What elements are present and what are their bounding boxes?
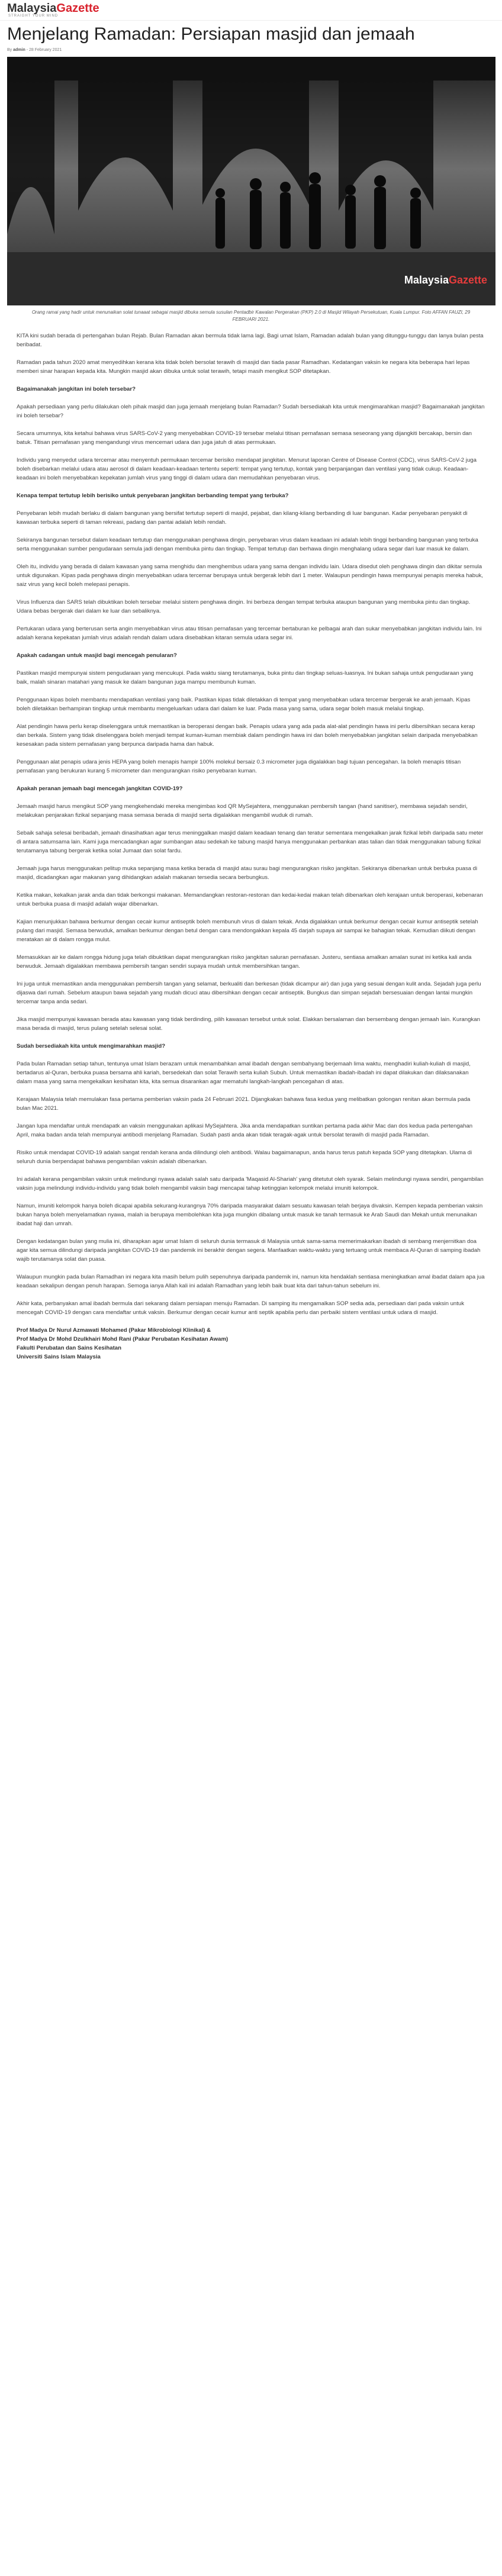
article-paragraph: Oleh itu, individu yang berada di dalam kawasan yang sama menghidu dan menghembus udara yang sama dengan individu lain. Udara disedut oleh penghawa dingin dan dikitar semula untuk digunakan. Kipas pada penghawa dingin menyebabkan udara tercemar berupaya untuk bergerak lebih dari 1 meter. Walaupun pendingin hawa mempunyai penapis mereka habuk, saiz virus yang kecil boleh melepasi penapis. — [17, 564, 483, 588]
section-heading: Apakah peranan jemaah bagi mencegah jangkitan COVID-19? — [17, 785, 183, 792]
author-signature-line: Universiti Sains Islam Malaysia — [17, 1354, 101, 1360]
article-paragraph: Pada bulan Ramadan setiap tahun, tentunya umat Islam berazam untuk menambahkan amal ibadah dengan sembahyang berjemaah lima waktu, menghadiri kuliah-kuliah di masjid, bertadarus al-Quran, berbuka puasa bersama ahli kariah, bersedekah dan solat Terawih serta kuliah Subuh. Untuk memastikan ibadah-ibadah ini dapat dilakukan dan dilaksanakan dalam masa yang sama mengekalkan kesihatan kita, kita semua disarankan agar mematuhi langkah-langkah pencegahan di atas. — [17, 1061, 471, 1085]
article-paragraph: Individu yang menyedut udara tercemar atau menyentuh permukaan tercemar berisiko mendapat jangkitan. Menurut laporan Centre of Disease Control (CDC), virus SARS-CoV-2 juga boleh disebarkan melalui udara atau aerosol di dalam keadaan-keadaan tertentu seperti: tempat yang tertutup, kontak yang berpanjangan dan ventilasi yang tidak cukup. Keadaan-keadaan ini boleh menyebabkan kepekatan jumlah virus yang tinggi di dalam udara dan memudahkan penyebaran virus. — [17, 457, 477, 481]
section-heading: Sudah bersediakah kita untuk mengimarahkan masjid? — [17, 1043, 166, 1049]
article-paragraph: KITA kini sudah berada di pertengahan bulan Rejab. Bulan Ramadan akan bermula tidak lama lagi. Bagi umat Islam, Ramadan adalah bulan yang ditunggu-tunggu dan lanya bulan pesta beribadat. — [17, 333, 484, 348]
article-byline — [7, 48, 495, 52]
author-signature-line: Prof Madya Dr Nurul Azmawati Mohamed (Pakar Mikrobiologi Klinikal) & — [17, 1327, 211, 1334]
article-paragraph: Alat pendingin hawa perlu kerap diselenggara untuk memastikan ia beroperasi dengan baik. Penapis udara yang ada pada alat-alat pendingin hawa ini perlu dibersihkan secara kerap dan berkala. Sistem yang tidak diselenggara boleh menjadi tempat kuman-kuman membiak dalam pendingin hawa ini dan boleh menyebabkan jangkitan selain daripada menyebabkan kesesakan pada sistem pernafasan yang berpunca daripada hama dan habuk. — [17, 723, 478, 748]
article-paragraph: Secara umumnya, kita ketahui bahawa virus SARS-CoV-2 yang menyebabkan COVID-19 tersebar melalui titisan pernafasan semasa seseorang yang dijangkiti bercakap, bersin dan batuk. Titisan pernafasan yang mengandungi virus mencemari udara dan juga jatuh di atas permukaan. — [17, 430, 472, 446]
article-paragraph: Pertukaran udara yang berterusan serta angin menyebabkan virus atau titisan pernafasan yang tercemar bertaburan ke pelbagai arah dan sukar menyebabkan jangkitan individu lain. Ini adalah kerana kepekatan jumlah virus adalah rendah dalam udara disebabkan kitaran semula udara segar ini. — [17, 626, 482, 641]
site-logo[interactable] — [7, 2, 99, 18]
author-signature-line: Prof Madya Dr Mohd Dzulkhairi Mohd Rani (Pakar Perubatan Kesihatan Awam) — [17, 1336, 229, 1342]
hero-image — [7, 57, 495, 305]
hero-watermark-main: Malaysia — [404, 274, 449, 286]
article-paragraph: Ini juga untuk memastikan anda menggunakan pembersih tangan yang selamat, berkualiti dan berkesan (tidak dicampur air) dan juga yang sesuai dengan kulit anda. Sejadah juga perlu dijaswa dari rumah. Sebelum ataupun bawa sejadah yang mudah dicuci atau dibersihkan dengan cecair antiseptik. Bungkus dan simpan sejadah bersesuaian dengan lantai mungkin tercemar tanpa anda sedari. — [17, 981, 481, 1005]
author-link[interactable]: admin — [13, 48, 25, 52]
section-heading: Apakah cadangan untuk masjid bagi mencegah penularan? — [17, 652, 177, 659]
article-paragraph: Sekiranya bangunan tersebut dalam keadaan tertutup dan menggunakan penghawa dingin, penyebaran virus dalam keadaan ini adalah lebih tinggi berbanding bangunan yang terbuka serta menggunakan sumber pengudaraan semula jadi dengan membuka pintu dan tingkap. Tempat tertutup dan berhawa dingin menghalang udara segar dari luar masuk ke dalam. — [17, 537, 478, 552]
article-date: 28 February 2021 — [28, 48, 62, 52]
article-body — [0, 331, 502, 1361]
article-paragraph: Ramadan pada tahun 2020 amat menyedihkan kerana kita tidak boleh bersolat terawih di masjid dan tiada pasar Ramadhan. Kedatangan vaksin ke negara kita beberapa hari lepas memberi sinar harapan kepada kita. Mungkin masjid akan dibuka untuk solat terawih, tetapi masih mengikut SOP ditetapkan. — [17, 359, 470, 375]
article-paragraph: Ini adalah kerana pengambilan vaksin untuk melindungi nyawa adalah salah satu daripada 'Maqasid Al-Shariah' yang ditetutut oleh syarak. Selain melindungi nyawa sendiri, pengambilan vaksin juga melindungi individu-individu yang tidak boleh mengambil vaksin bagi mencapai tahap ketinggian kelompok melalui imuniti kelompok. — [17, 1176, 484, 1192]
article-paragraph: Sebaik sahaja selesai beribadah, jemaah dinasihatkan agar terus meninggalkan masjid dalam keadaan tenang dan teratur sementara mengekalkan jarak fizikal lebih daripada satu meter di antara satumsama lain. Kami juga mencadangkan agar sumbangan atau sedekah ke tabung masjid hanya menggunakan perbankan atas talian dan tidak menggunakan tabung fizikal terutamanya tabung bergerak ketika solat Jumaat dan solat fardu. — [17, 830, 484, 854]
article-paragraph: Akhir kata, perbanyakan amal ibadah bermula dari sekarang dalam persiapan menuju Ramadan. Di samping itu mengamalkan SOP sedia ada, persediaan dari pada vaksin untuk mencegah COVID-19 dengan cara mendaftar untuk vaksin. Berkumur dengan cecair kumur anti septik apabila perlu dan perbaiki sistem ventilasi untuk udara di masjid. — [17, 1300, 465, 1316]
article-paragraph: Penggunaan alat penapis udara jenis HEPA yang boleh menapis hampir 100% molekul bersaiz 0.3 micrometer juga digalakkan bagi tujuan pencegahan. Ia boleh menapis titisan pernafasan yang berukuran kurang 5 micrometer dan mengurangkan risiko penyebaran kuman. — [17, 759, 461, 774]
article-paragraph: Virus Influenza dan SARS telah dibuktikan boleh tersebar melalui sistem penghawa dingin. Ini berbeza dengan tempat terbuka ataupun bangunan yang membuka pintu dan tingkap. Udara bebas bergerak dari dalam ke luar dan sebaliknya. — [17, 599, 471, 614]
article-title: Menjelang Ramadan: Persiapan masjid dan jemaah — [7, 24, 415, 44]
article-paragraph: Jemaah juga harus menggunakan pelitup muka sepanjang masa ketika berada di masjid atau surau bagi mengurangkan risiko jangkitan. Sekiranya dibenarkan untuk berbuka puasa di masjid, dicadangkan agar makanan yang dihidangkan adalah makanan tersedia secara berbungkus. — [17, 865, 478, 881]
article-paragraph: Walaupun mungkin pada bulan Ramadhan ini negara kita masih belum pulih sepenuhnya daripada pandemik ini, namun kita hendaklah sentiasa meningkatkan amal ibadat dalam apa jua keadaan sekalipun dengan penuh harapan. Semoga ianya Allah kali ini adalah Ramadhan yang lebih baik buat kita dari tahun-tahun sebelum ini. — [17, 1274, 485, 1289]
hero-watermark-accent: Gazette — [448, 274, 487, 286]
article-paragraph: Jika masjid mempunyai kawasan berada atau kawasan yang tidak berdinding, pilih kawasan tersebut untuk solat. Elakkan bersalaman dan bersembang dengan jemaah lain. Kurangkan masa berada di masjid, terus pulang setelah selesai solat. — [17, 1016, 480, 1032]
article-paragraph: Risiko untuk mendapat COVID-19 adalah sangat rendah kerana anda dilindungi oleh antibodi. Walau bagaimanapun, anda harus terus patuh kepada SOP yang ditetapkan. Ulama di seluruh dunia berpendapat bahawa pengambilan vaksin adalah dibenarkan. — [17, 1149, 472, 1165]
author-signature-line: Fakulti Perubatan dan Sains Kesihatan — [17, 1345, 121, 1351]
article-paragraph: Jemaah masjid harus mengikut SOP yang mengkehendaki mereka mengimbas kod QR MySejahtera, menggunakan pembersih tangan (hand sanitiser), membawa sejadah sendiri, melakukan penjarakan fizikal sepanjang masa semasa berada di masjid serta digalakkan mengambil wuduk di rumah. — [17, 803, 468, 819]
byline-separator: - — [26, 48, 29, 52]
logo-accent-text: Gazette — [56, 2, 99, 15]
hero-illustration — [7, 57, 495, 305]
logo-main-text: Malaysia — [7, 2, 57, 15]
image-caption: Orang ramai yang hadir untuk menunaikan solat tunaaat sebagai masjid dibuka semula susulan Pentadbir Kawalan Pergerakan (PKP) 2.0 di Masjid Wilayah Persekutuan, Kuala Lumpur. Foto AFFAN FAUZI, 29 FEBRUARI 2021. — [31, 310, 471, 322]
article-paragraph: Apakah persediaan yang perlu dilakukan oleh pihak masjid dan juga jemaah menjelang bulan Ramadan? Sudah bersediakah kita untuk mengimarahkan masjid? Bagaimanakah jangkitan ini boleh tersebar? — [17, 404, 485, 419]
logo-tagline: STRAIGHT YOUR MIND — [8, 14, 59, 18]
byline-prefix: By — [7, 48, 12, 52]
article-paragraph: Memasukkan air ke dalam rongga hidung juga telah dibuktikan dapat mengurangkan risiko jangkitan saluran pernafasan. Justeru, sentiasa amalkan amalan sunat ini ketika kali anda berwuduk. Jemaah digalakkan membawa pembersih tangan sendiri supaya mudah untuk membersihkan tangan. — [17, 954, 472, 970]
article-paragraph: Penggunaan kipas boleh membantu mendapatkan ventilasi yang baik. Pastikan kipas tidak diletakkan di tempat yang menyebabkan udara tercemar bergerak ke arah jemaah. Kipas boleh diletakkan berhampiran tingkap untuk membantu mengeluarkan udara dari dalam ke luar. Pada masa yang sama, udara segar boleh masuk melalui tingkap. — [17, 697, 471, 712]
article-paragraph: Pastikan masjid mempunyai sistem pengudaraan yang mencukupi. Pada waktu siang terutamanya, buka pintu dan tingkap seluas-luasnya. Ini bukan sahaja untuk pengudaraan yang baik, malah sinaran matahari yang masuk ke dalam bangunan juga mampu membunuh kuman. — [17, 670, 474, 685]
hero-watermark — [404, 274, 487, 286]
article-paragraph: Dengan kedatangan bulan yang mulia ini, diharapkan agar umat Islam di seluruh dunia termasuk di Malaysia untuk sama-sama memerimakarkan ibadah di sembang menjernitkan doa agar kita semua dilindungi daripada jangkitan COVID-19 dan pandemik ini berakhir dengan segera. Manfaatkan waktu-waktu yang tertuang untuk membaca Al-Quran di samping ibadah wajib terutamanya solat dan puasa. — [17, 1238, 481, 1263]
section-heading: Bagaimanakah jangkitan ini boleh tersebar? — [17, 386, 136, 392]
site-header — [0, 0, 502, 21]
article-paragraph: Jangan lupa mendaftar untuk mendapatk an vaksin menggunakan aplikasi MySejahtera. Jika anda mendapatkan suntikan pertama pada akhir Mac dan dos kedua pada pertengahan April, maka badan anda telah mempunyai antibodi menjelang Ramadan. Sudah pasti anda akan tidak teragak-agak untuk bersolat terawih di masjid pada Ramadan. — [17, 1123, 473, 1138]
section-heading: Kenapa tempat tertutup lebih berisiko untuk penyebaran jangkitan berbanding tempat yang terbuka? — [17, 492, 289, 499]
article-paragraph: Ketika makan, kekalkan jarak anda dan tidak berkongsi makanan. Memandangkan restoran-restoran dan kedai-kedai makan telah dibenarkan oleh kerajaan untuk beroperasi, kebenaran untuk berbuka puasa di masjid adalah wajar dibenarkan. — [17, 892, 483, 907]
article-paragraph: Namun, imuniti kelompok hanya boleh dicapai apabila sekurang-kurangnya 70% daripada masyarakat dalam sesuatu kawasan telah berjaya divaksin. Kempen kepada pemberian vaksin bukan hanya boleh menyelamatkan nyawa, malah ia berupaya membolehkan kita juga mungkin dibalang untuk masuk ke tanah termasuk ke Arab Saudi dan Mekah untuk menunaikan ibadat haji dan umrah. — [17, 1203, 483, 1227]
article-paragraph: Kajian menunjukkan bahawa berkumur dengan cecair kumur antiseptik boleh membunuh virus di dalam tekak. Anda digalakkan untuk berkumur dengan cecair kumur antiseptik setelah pulang dari masjid. Semasa berwuduk, amalkan berkumur dengan betul dengan cara mendongakkan kepala 45 darjah supaya air sampai ke bahagian tekak. Kemudian diikuti dengan meratakan air di dalam rongga mulut. — [17, 919, 478, 943]
article-paragraph: Kerajaan Malaysia telah memulakan fasa pertama pemberian vaksin pada 24 Februari 2021. Dijangkakan bahawa fasa kedua yang melibatkan golongan renitan akan bermula pada bulan Mac 2021. — [17, 1096, 471, 1112]
article-paragraph: Penyebaran lebih mudah berlaku di dalam bangunan yang bersifat tertutup seperti di masjid, pejabat, dan kilang-kilang berbanding di luar bangunan. Kadar penyebaran penyakit di kawasan terbuka seperti di taman rekreasi, padang dan pantai adalah lebih rendah. — [17, 510, 468, 526]
